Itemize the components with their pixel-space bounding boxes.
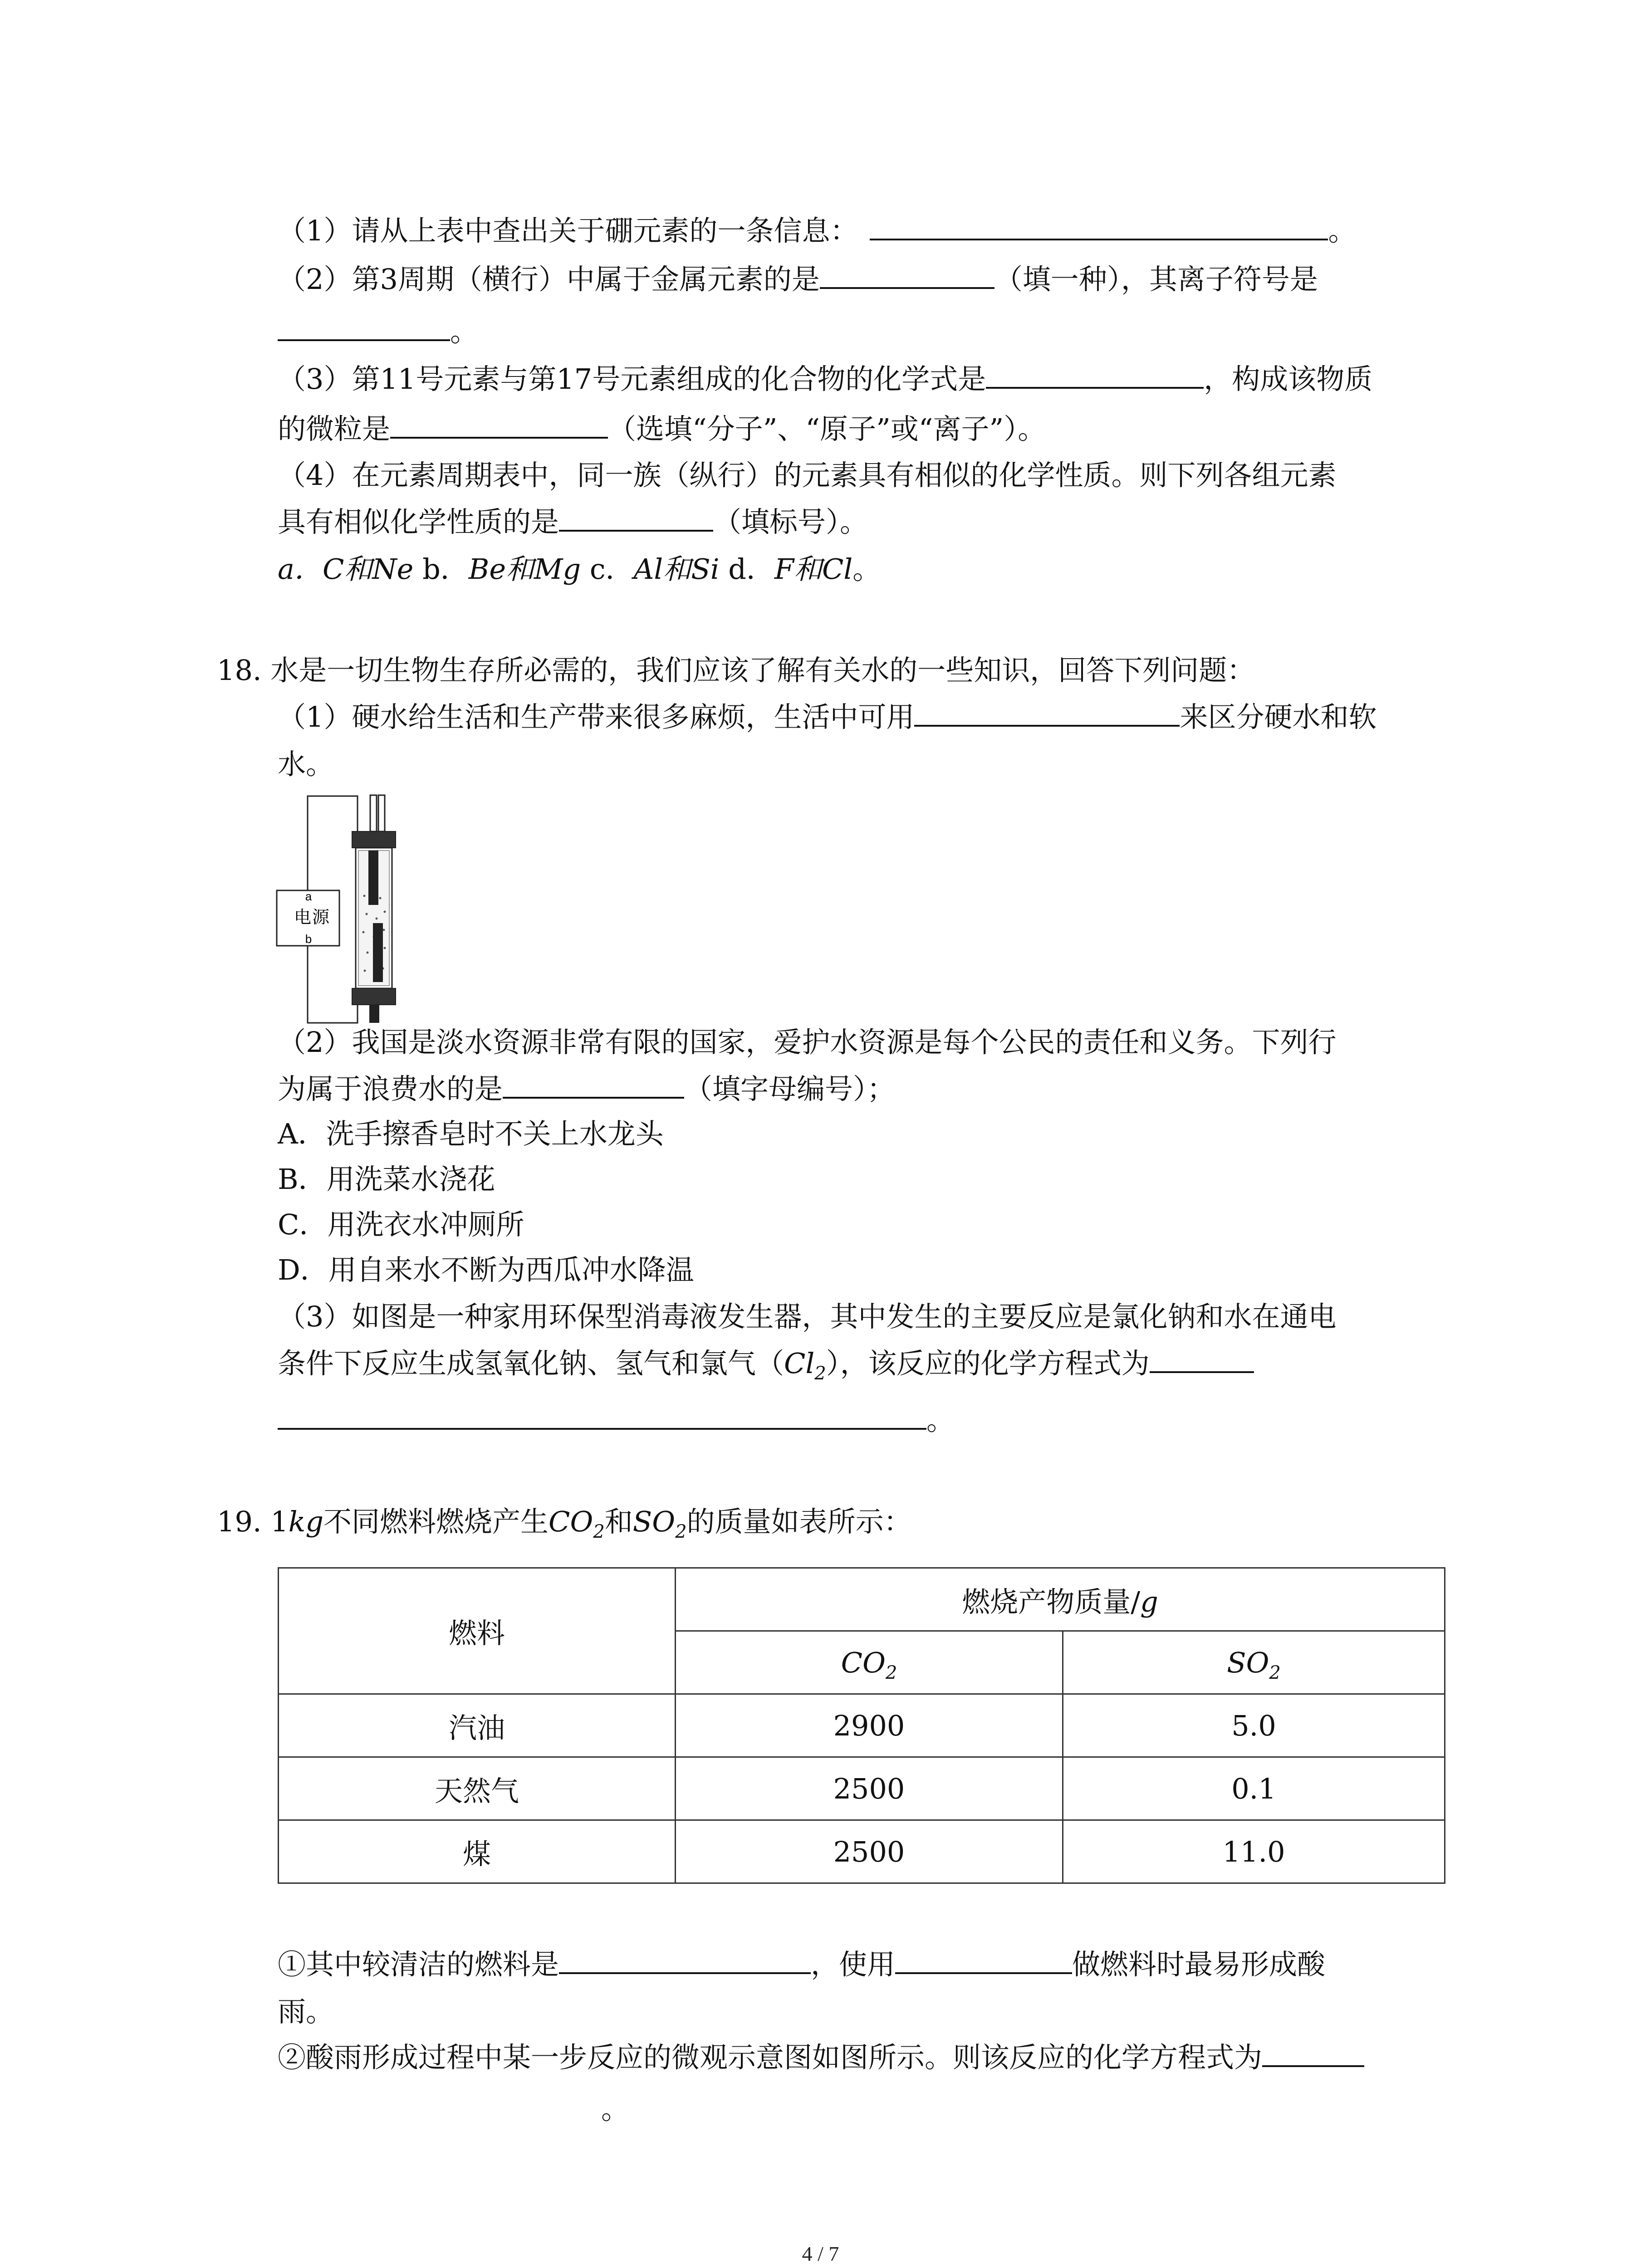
- q18-part2: （2）我国是淡水资源非常有限的国家，爱护水资源是每个公民的责任和义务。下列行: [278, 1026, 1337, 1059]
- answer-blank[interactable]: [559, 503, 713, 532]
- q19-intro: 19. 1kg不同燃料燃烧产生$CO_2$和$SO_2$的质量如表所示：: [217, 1505, 912, 1542]
- q17-part4-cont: 具有相似化学性质的是 （填标号）。: [278, 503, 868, 540]
- answer-blank[interactable]: [895, 1946, 1072, 1974]
- answer-blank[interactable]: [1150, 1345, 1254, 1373]
- q18-option-a: A．洗手擦香皂时不关上水龙头: [278, 1117, 664, 1150]
- header-mass: 燃烧产物质量/g: [676, 1568, 1445, 1631]
- q18-part3-cont: 条件下反应生成氢氧化钠、氢气和氯气$(Cl_2)$，该反应的化学方程式为: [278, 1345, 1254, 1385]
- answer-blank[interactable]: [914, 699, 1180, 727]
- answer-blank[interactable]: [503, 1070, 684, 1099]
- answer-blank[interactable]: [1262, 2039, 1364, 2067]
- cell-fuel: 汽油: [279, 1694, 676, 1757]
- q18-option-c: C．用洗衣水冲厕所: [278, 1208, 524, 1241]
- q19-sub2-end: 。: [601, 2092, 630, 2126]
- answer-blank[interactable]: [820, 261, 994, 289]
- q19-sub1: ①其中较清洁的燃料是 ，使用 做燃料时最易形成酸: [278, 1946, 1325, 1983]
- power-label-2: 源: [312, 907, 330, 927]
- table-header-row: [279, 1568, 1445, 1631]
- answer-blank[interactable]: [390, 411, 608, 439]
- cell-so2: 11.0: [1063, 1820, 1445, 1883]
- answer-blank[interactable]: [986, 361, 1204, 389]
- q18-option-d: D．用自来水不断为西瓜冲水降温: [278, 1253, 694, 1286]
- q18-part1: （1）硬水给生活和生产带来很多麻烦，生活中可用 来区分硬水和软: [278, 699, 1376, 735]
- table-row: [279, 1694, 1445, 1757]
- header-fuel: 燃料: [279, 1568, 676, 1694]
- fuel-emissions-table: [278, 1567, 1445, 1884]
- q18-part3-answer: 。: [278, 1402, 955, 1438]
- q18-option-b: B．用洗菜水浇花: [278, 1163, 495, 1196]
- q17-part3: （3）第11号元素与第17号元素组成的化合物的化学式是 ，构成该物质: [278, 361, 1372, 397]
- q17-part3-cont: 的微粒是 （选填“分子”、“原子”或“离子”）。: [278, 411, 1046, 447]
- answer-blank[interactable]: [870, 212, 1328, 240]
- q17-part4: （4）在元素周期表中，同一族（纵行）的元素具有相似的化学性质。则下列各组元素: [278, 459, 1337, 492]
- cell-co2: 2900: [676, 1694, 1063, 1757]
- cell-so2: 5.0: [1063, 1694, 1445, 1757]
- answer-blank[interactable]: [559, 1946, 811, 1974]
- cell-co2: 2500: [676, 1757, 1063, 1820]
- answer-blank[interactable]: [278, 313, 450, 341]
- q18-intro: 18. 水是一切生物生存所必需的，我们应该了解有关水的一些知识，回答下列问题：: [217, 654, 1255, 687]
- q17-part1: （1）请从上表中查出关于硼元素的一条信息： 。: [278, 212, 1356, 249]
- cell-co2: 2500: [676, 1820, 1063, 1883]
- q18-part2-cont: 为属于浪费水的是 （填字母编号）；: [278, 1070, 895, 1107]
- q18-part3: （3）如图是一种家用环保型消毒液发生器，其中发生的主要反应是氯化钠和水在通电: [278, 1300, 1337, 1333]
- q19-sub1-cont: 雨。: [278, 1995, 334, 2028]
- q17-options: a．C和Ne b．Be和Mg c．Al和Si d．F和Cl。: [278, 552, 881, 586]
- q17-part2-cont: 。: [278, 313, 478, 350]
- electrolysis-diagram: [271, 792, 416, 1027]
- page-number: 4 / 7: [802, 2242, 839, 2265]
- power-label-1: 电: [294, 907, 312, 927]
- header-co2: $CO_2$: [676, 1631, 1063, 1694]
- terminal-b-label: b: [305, 932, 312, 946]
- cell-fuel: 天然气: [279, 1757, 676, 1820]
- table-row: [279, 1820, 1445, 1883]
- table-row: [279, 1757, 1445, 1820]
- q19-sub2: ②酸雨形成过程中某一步反应的微观示意图如图所示。则该反应的化学方程式为: [278, 2039, 1364, 2076]
- terminal-a-label: a: [305, 890, 312, 903]
- q17-part2: （2）第3周期（横行）中属于金属元素的是 （填一种），其离子符号是: [278, 261, 1318, 298]
- cell-so2: 0.1: [1063, 1757, 1445, 1820]
- cell-fuel: 煤: [279, 1820, 676, 1883]
- header-so2: $SO_2$: [1063, 1631, 1445, 1694]
- q18-part1-cont: 水。: [278, 748, 334, 781]
- answer-blank[interactable]: [278, 1402, 926, 1430]
